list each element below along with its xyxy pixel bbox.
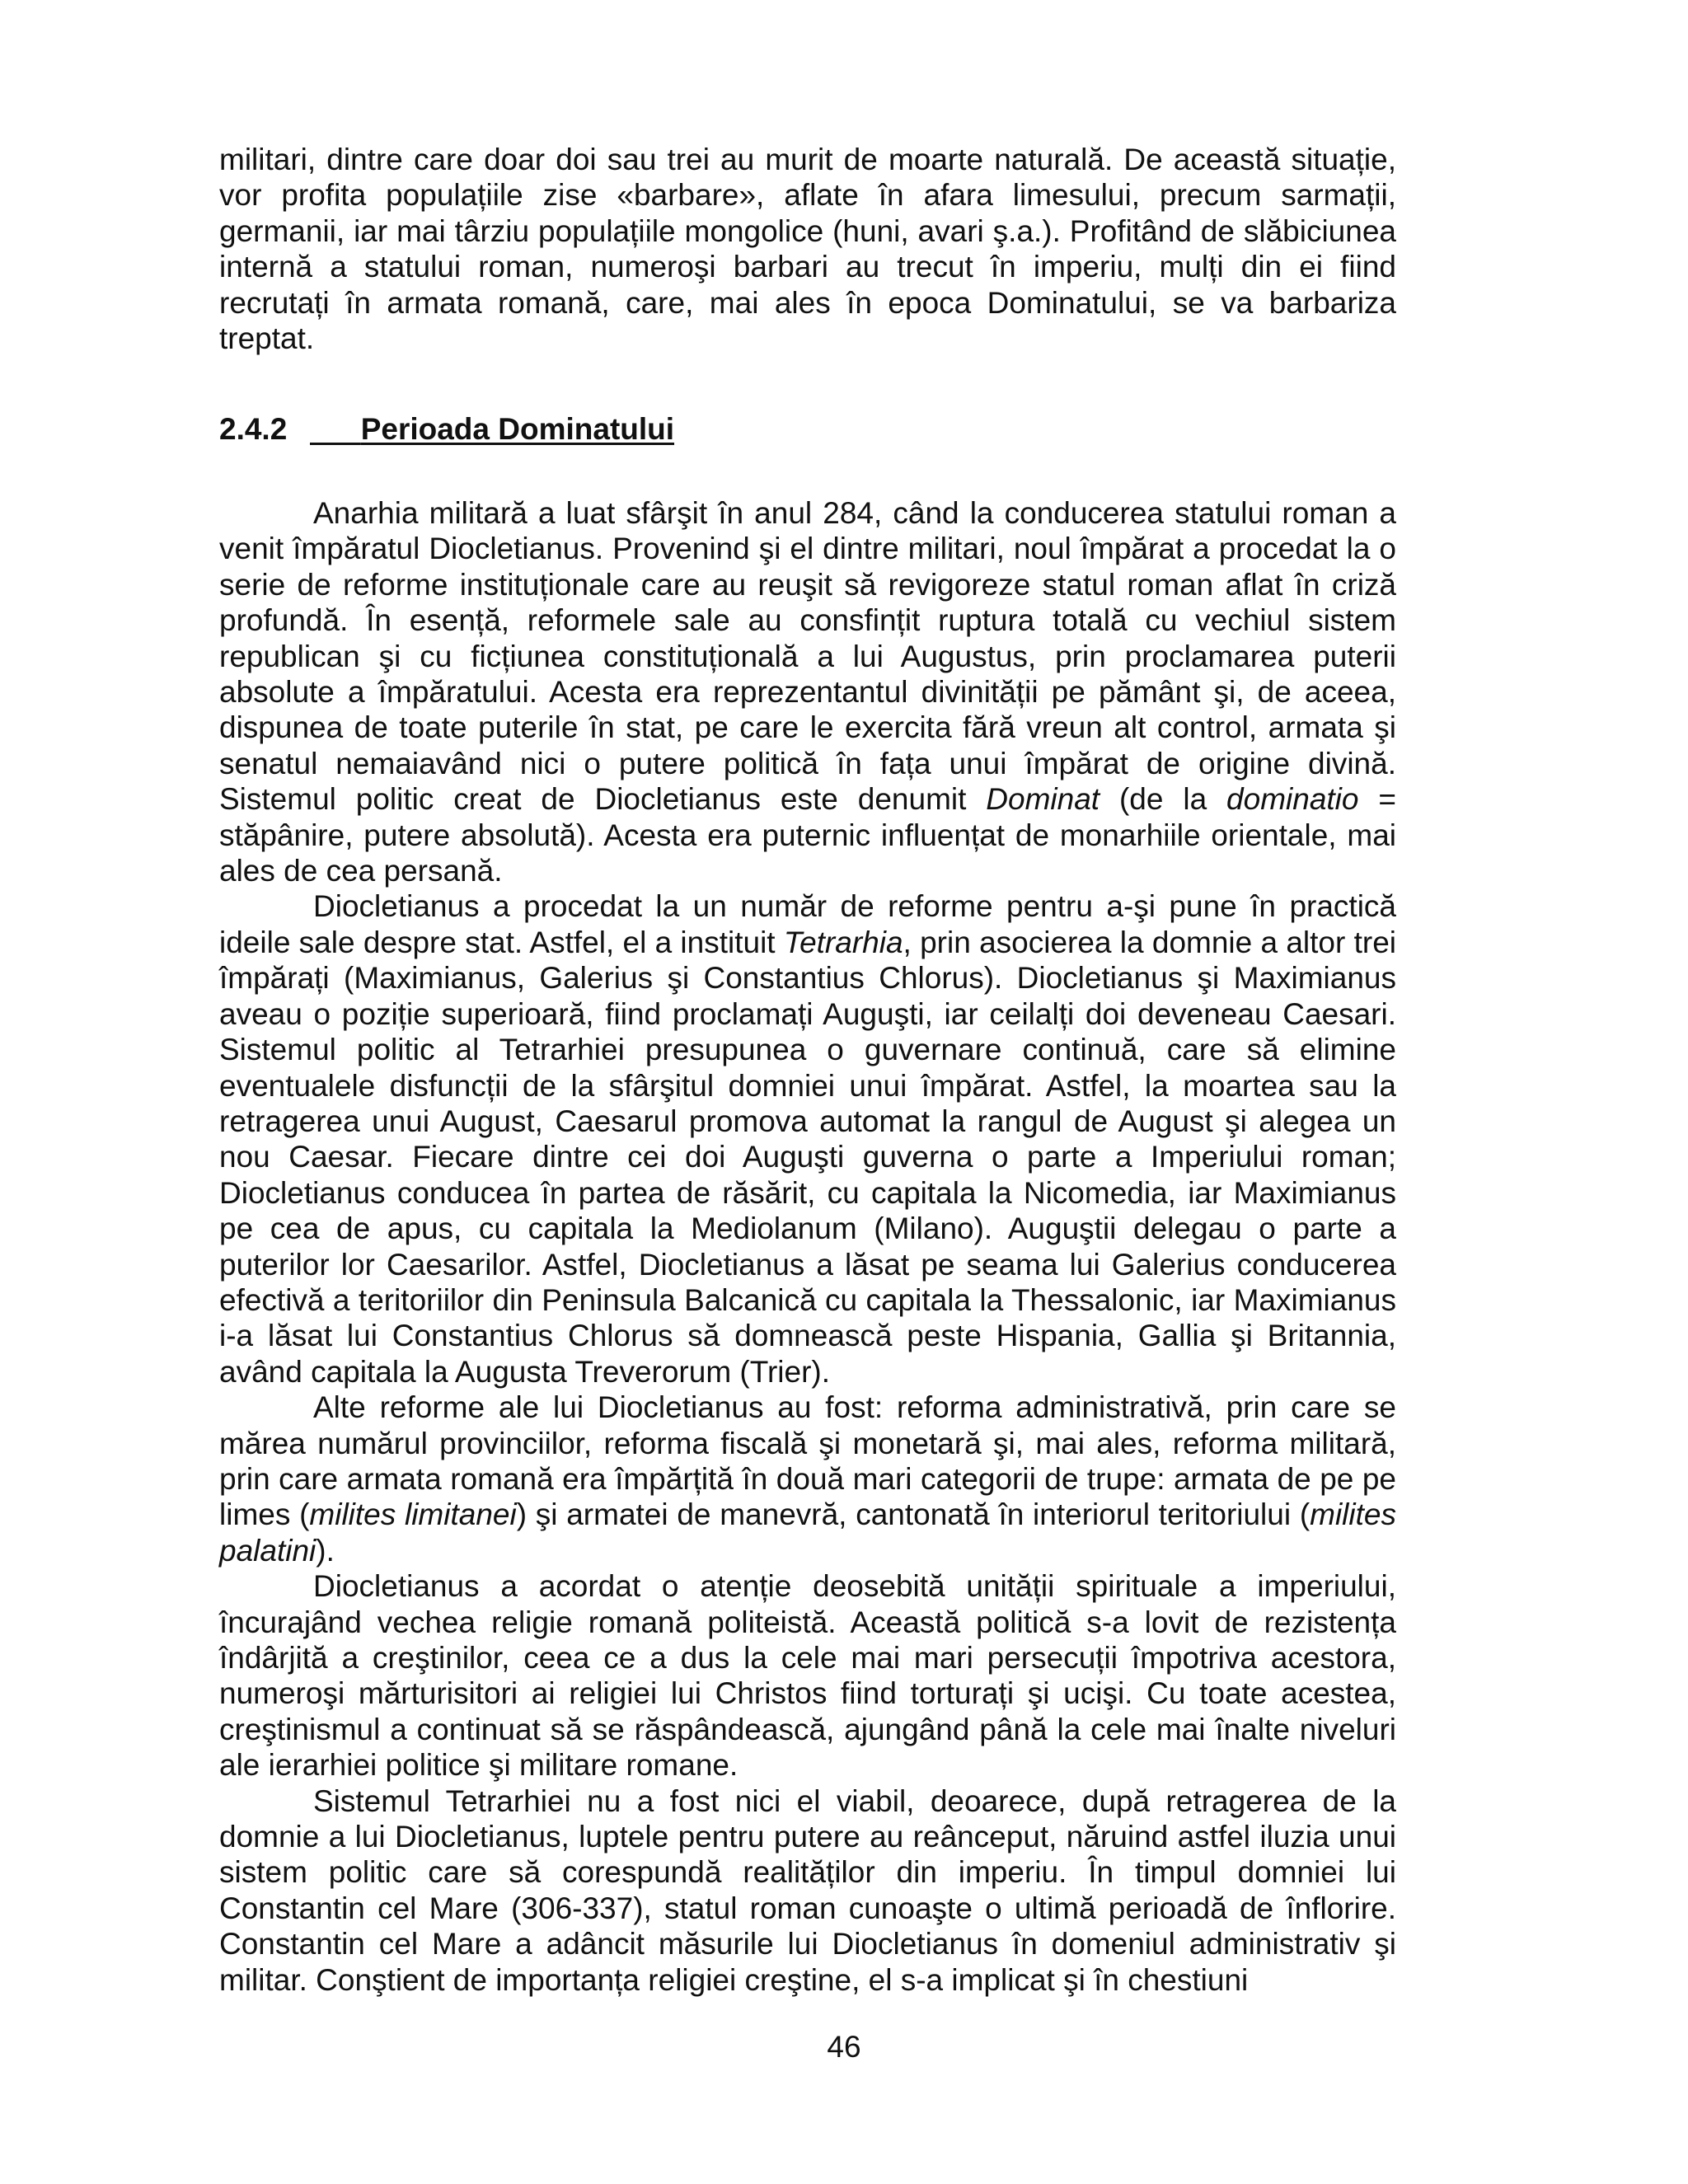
paragraph-3-end: ). [316, 1533, 335, 1568]
paragraph-1 [219, 495, 1396, 888]
section-heading [219, 412, 674, 447]
section-title-wrap [310, 412, 674, 446]
paragraph-3 [219, 1390, 1396, 1568]
term-milites-limitanei: milites limitanei [309, 1497, 517, 1532]
intro-paragraph: militari, dintre care doar doi sau trei au murit de moarte naturală. De această situație, vor profita populațiile zise «barbare», aflate în afara limesului, precum sarmații, germanii, iar mai târziu populațiile mongolice (huni, avari ş.a.). Profitând de slăbiciunea internă a statului roman, numeroşi barbari au trecut în imperiu, mulți din ei fiind recrutați în armata romană, care, mai ales în epoca Dominatului, se va barbariza treptat. [219, 143, 1396, 356]
term-dominatio: dominatio [1226, 782, 1359, 817]
intro-text-block [219, 142, 1396, 356]
paragraph-1-end: = stăpânire, putere absolută). Acesta era puternic influențat de monarhiile orientale, mai ales de cea persană. [219, 782, 1396, 888]
paragraph-1-mid: (de la [1100, 782, 1227, 817]
term-tetrarhia: Tetrarhia [783, 925, 903, 959]
paragraph-3-start: Alte reforme ale lui Diocletianus au fost: reforma administrativă, prin care se mărea numărul provinciilor, reforma fiscală şi monetară şi, mai ales, reforma militară, prin care armata romană era împărțită în două mari categorii de trupe: armata de pe pe limes ( [219, 1390, 1396, 1532]
paragraph-2 [219, 888, 1396, 1390]
section-number: 2.4.2 [219, 412, 288, 446]
section-title: Perioada Dominatului [360, 412, 675, 446]
page-number: 46 [827, 2030, 861, 2064]
paragraph-3-mid: ) şi armatei de manevră, cantonată în interiorul teritoriului ( [516, 1497, 1311, 1532]
paragraph-4: Diocletianus a acordat o atenție deosebită unității spirituale a imperiului, încurajând vechea religie romană politeistă. Această politică s-a lovit de rezistența îndârjită a creştinilor, ceea ce a dus la cele mai mari persecuții împotriva acestora, numeroşi mărturisitori ai religiei lui Christos fiind torturați şi ucişi. Cu toate acestea, creştinismul a continuat să se răspândească, ajungând până la cele mai înalte niveluri ale ierarhiei politice şi militare romane. [219, 1569, 1396, 1783]
term-milites-palatini: milites palatini [219, 1497, 1396, 1568]
main-text-block [219, 495, 1396, 1998]
paragraph-2-end: , prin asocierea la domnie a altor trei împărați (Maximianus, Galerius şi Constantius Chlorus). Diocletianus şi Maximianus aveau o poziție superioară, fiind proclamați Auguşti, iar ceilalți doi deveneau Caesari. Sistemul politic al Tetrarhiei presupunea o guvernare continuă, care să elimine eventualele disfuncții de la sfârşitul domniei unui împărat. Astfel, la moartea sau la retragerea unui August, Caesarul promova automat la rangul de August şi alegea un nou Caesar. Fiecare dintre cei doi Auguşti guverna o parte a Imperiului roman; Diocletianus conducea în partea de răsărit, cu capitala la Nicomedia, iar Maximianus pe cea de apus, cu capitala la Mediolanum (Milano). Auguştii delegau o parte a puterilor lor Caesarilor. Astfel, Diocletianus a lăsat pe seama lui Galerius conducerea efectivă a teritoriilor din Peninsula Balcanică cu capitala la Thessalonic, iar Maximianus i-a lăsat lui Constantius Chlorus să domnească peste Hispania, Gallia şi Britannia, având capitala la Augusta Treverorum (Trier). [219, 925, 1397, 1389]
term-dominat: Dominat [986, 782, 1100, 817]
paragraph-2-start: Diocletianus a procedat la un număr de reforme pentru a-şi pune în practică ideile sale despre stat. Astfel, el a instituit [219, 889, 1396, 959]
paragraph-5: Sistemul Tetrarhiei nu a fost nici el viabil, deoarece, după retragerea de la domnie a lui Diocletianus, luptele pentru putere au reânceput, năruind astfel iluzia unui sistem politic care să corespundă realităților din imperiu. În timpul domniei lui Constantin cel Mare (306-337), statul roman cunoaşte o ultimă perioadă de înflorire. Constantin cel Mare a adâncit măsurile lui Diocletianus în domeniul administrativ şi militar. Conştient de importanța religiei creştine, el s-a implicat şi în chestiuni [219, 1783, 1396, 1997]
paragraph-1-text: Anarhia militară a luat sfârşit în anul 284, când la conducerea statului roman a venit împăratul Diocletianus. Provenind şi el dintre militari, noul împărat a procedat la o serie de reforme instituționale care au reuşit să revigoreze statul roman aflat în criză profundă. În esență, reformele sale au consfințit ruptura totală cu vechiul sistem republican şi cu ficțiunea constituțională a lui Augustus, prin proclamarea puterii absolute a împăratului. Acesta era reprezentantul divinității pe pământ şi, de aceea, dispunea de toate puterile în stat, pe care le exercita fără vreun alt control, armata şi senatul nemaiavând nici o putere politică în fața unui împărat de origine divină. Sistemul politic creat de Diocletianus este denumit [219, 496, 1396, 817]
